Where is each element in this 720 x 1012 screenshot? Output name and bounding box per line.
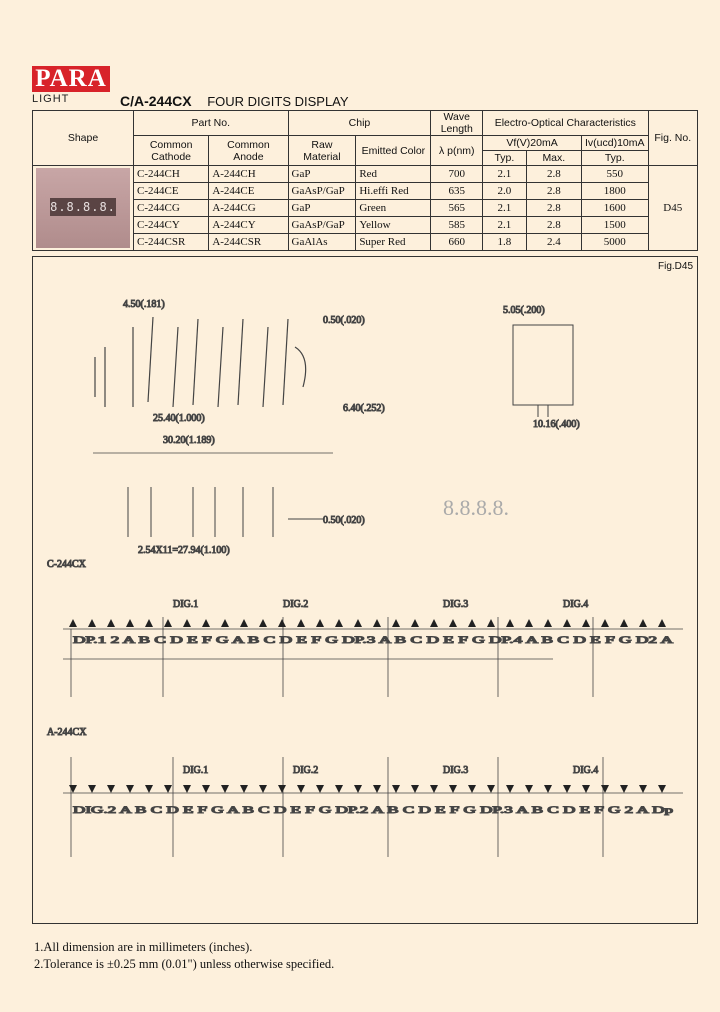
diode-arrow (240, 785, 248, 793)
cc-circuit (63, 617, 683, 697)
cell-vmax: 2.8 (526, 183, 581, 200)
diode-arrow (221, 785, 229, 793)
cell-ca: A-244CE (209, 183, 288, 200)
cell-iv: 5000 (582, 234, 649, 251)
col-shape: Shape (33, 111, 134, 166)
diode-arrow (563, 619, 571, 627)
cell-vtyp: 1.8 (483, 234, 527, 251)
diode-arrow (240, 619, 248, 627)
diode-arrow (297, 619, 305, 627)
diode-arrow (126, 785, 134, 793)
diode-arrow (107, 619, 115, 627)
col-common-cathode: Common Cathode (134, 136, 209, 166)
diode-arrow (392, 785, 400, 793)
diode-arrow (658, 619, 666, 627)
cc-dig1: DIG.1 (173, 599, 199, 610)
diode-arrow (145, 785, 153, 793)
col-common-anode: Common Anode (209, 136, 288, 166)
display-digits: 8.8.8.8. (50, 200, 116, 214)
cell-iv: 1800 (582, 183, 649, 200)
cell-vtyp: 2.1 (483, 200, 527, 217)
dimension-drawing (32, 256, 698, 924)
diode-arrow (354, 785, 362, 793)
diode-arrow (525, 785, 533, 793)
display-digits-1: 8.8.8.8. (443, 495, 509, 520)
cell-cc: C-244CY (134, 217, 209, 234)
diode-arrow (278, 619, 286, 627)
cell-color: Red (356, 166, 431, 183)
col-eo: Electro-Optical Characteristics (483, 111, 648, 136)
diode-arrow (335, 785, 343, 793)
display-photo (36, 168, 130, 248)
col-vf-max: Max. (526, 151, 581, 166)
side-view (513, 325, 573, 417)
cell-ca: A-244CG (209, 200, 288, 217)
diode-arrow (487, 785, 495, 793)
diode-arrow (392, 619, 400, 627)
diode-arrow (373, 785, 381, 793)
dim-lead-2: 0.50(.020) (323, 515, 365, 526)
ca-pins: DIG.2 A B C D E F G A B C D E F G DP.2 A B C D E F G DP.3 A B C D E F G 2 A Dp (73, 805, 674, 815)
diode-arrow (544, 785, 552, 793)
cell-raw: GaP (288, 166, 356, 183)
diode-arrow (335, 619, 343, 627)
diode-arrow (126, 619, 134, 627)
diode-arrow (620, 785, 628, 793)
cell-cc: C-244CE (134, 183, 209, 200)
ca-dig1: DIG.1 (183, 765, 209, 776)
diode-arrow (202, 619, 210, 627)
diode-arrow (620, 619, 628, 627)
diode-arrow (373, 619, 381, 627)
pin-view (128, 487, 323, 537)
col-iv: Iv(ucd)10mA (582, 136, 649, 151)
col-raw-material: Raw Material (288, 136, 356, 166)
cell-raw: GaP (288, 200, 356, 217)
page-title (120, 93, 349, 109)
cell-vtyp: 2.0 (483, 183, 527, 200)
brand-name: PARA (32, 66, 110, 92)
cell-vtyp: 2.1 (483, 217, 527, 234)
model-description: FOUR DIGITS DISPLAY (207, 94, 349, 109)
diode-arrow (183, 619, 191, 627)
cell-wave: 635 (431, 183, 483, 200)
diode-arrow (411, 785, 419, 793)
diode-arrow (411, 619, 419, 627)
shape-cell (33, 166, 134, 251)
cell-color: Hi.effi Red (356, 183, 431, 200)
diode-arrow (259, 619, 267, 627)
col-vf-typ: Typ. (483, 151, 527, 166)
cell-wave: 585 (431, 217, 483, 234)
cell-ca: A-244CY (209, 217, 288, 234)
note-1: 1.All dimension are in millimeters (inches). (34, 940, 253, 954)
diode-arrow (582, 785, 590, 793)
cc-dig4: DIG.4 (563, 599, 589, 610)
cell-raw: GaAsP/GaP (288, 183, 356, 200)
diode-arrow (487, 619, 495, 627)
dim-side-width: 5.05(.200) (503, 305, 545, 316)
diode-arrow (582, 619, 590, 627)
cc-dig2: DIG.2 (283, 599, 309, 610)
diode-arrow (468, 619, 476, 627)
diode-arrow (88, 619, 96, 627)
diode-arrow (506, 619, 514, 627)
diode-arrow (506, 785, 514, 793)
diode-arrow (601, 619, 609, 627)
col-part-no: Part No. (134, 111, 289, 136)
col-iv-typ: Typ. (582, 151, 649, 166)
cell-wave: 700 (431, 166, 483, 183)
cc-label: C-244CX (47, 559, 86, 570)
cell-vmax: 2.8 (526, 200, 581, 217)
diode-arrow (297, 785, 305, 793)
ca-dig2: DIG.2 (293, 765, 319, 776)
diode-arrow (69, 619, 77, 627)
col-wave: Wave Length (431, 111, 483, 136)
col-fig-no: Fig. No. (648, 111, 697, 166)
dim-side-height: 10.16(.400) (533, 419, 580, 430)
fig-label: Fig.D45 (657, 261, 693, 272)
diode-arrow (259, 785, 267, 793)
col-vf: Vf(V)20mA (483, 136, 582, 151)
diode-arrow (316, 619, 324, 627)
cell-vmax: 2.4 (526, 234, 581, 251)
diode-arrow (107, 785, 115, 793)
diode-arrow (544, 619, 552, 627)
diode-arrow (183, 785, 191, 793)
diode-arrow (69, 785, 77, 793)
diode-arrow (202, 785, 210, 793)
fig-cell: D45 (648, 166, 697, 251)
cc-diode-row (69, 619, 666, 627)
front-view (95, 317, 306, 407)
dim-row: 2.54X11=27.94(1.100) (138, 545, 230, 556)
diode-arrow (164, 785, 172, 793)
ca-label: A-244CX (47, 727, 87, 738)
cell-cc: C-244CSR (134, 234, 209, 251)
diode-arrow (316, 785, 324, 793)
cell-cc: C-244CH (134, 166, 209, 183)
brand-sub: LIGHT (32, 93, 70, 105)
diode-arrow (639, 619, 647, 627)
cell-ca: A-244CH (209, 166, 288, 183)
diode-arrow (449, 619, 457, 627)
table-row (33, 166, 698, 183)
diode-arrow (468, 785, 476, 793)
cell-wave: 565 (431, 200, 483, 217)
diode-arrow (278, 785, 286, 793)
dim-top-left: 4.50(.181) (123, 299, 165, 310)
diode-arrow (525, 619, 533, 627)
col-emitted-color: Emitted Color (356, 136, 431, 166)
diode-arrow (164, 619, 172, 627)
cell-raw: GaAlAs (288, 234, 356, 251)
cell-color: Super Red (356, 234, 431, 251)
drawing-svg (33, 257, 697, 923)
col-chip: Chip (288, 111, 431, 136)
brand-logo (32, 66, 112, 105)
diode-arrow (88, 785, 96, 793)
dim-lead: 0.50(.020) (323, 315, 365, 326)
cc-pins: DP.1 2 A B C D E F G A B C D E F G DP.3 A B C D E F G DP.4 A B C D E F G D2 A (73, 635, 674, 645)
spec-table (32, 110, 698, 251)
col-wave-unit: λ p(nm) (431, 136, 483, 166)
diode-arrow (563, 785, 571, 793)
cell-raw: GaAsP/GaP (288, 217, 356, 234)
note-2: 2.Tolerance is ±0.25 mm (0.01") unless otherwise specified. (34, 957, 335, 971)
diode-arrow (601, 785, 609, 793)
cell-color: Yellow (356, 217, 431, 234)
diode-arrow (354, 619, 362, 627)
dim-front-width: 30.20(1.189) (163, 435, 215, 446)
cell-vtyp: 2.1 (483, 166, 527, 183)
cell-ca: A-244CSR (209, 234, 288, 251)
diode-arrow (658, 785, 666, 793)
cell-color: Green (356, 200, 431, 217)
diode-arrow (430, 785, 438, 793)
cell-cc: C-244CG (134, 200, 209, 217)
cell-iv: 550 (582, 166, 649, 183)
cell-iv: 1600 (582, 200, 649, 217)
cell-vmax: 2.8 (526, 217, 581, 234)
model-number: C/A-244CX (120, 93, 192, 109)
ca-diode-row (69, 785, 666, 793)
cell-wave: 660 (431, 234, 483, 251)
diode-arrow (430, 619, 438, 627)
dim-pitch: 25.40(1.000) (153, 413, 205, 424)
ca-dig3: DIG.3 (443, 765, 469, 776)
diode-arrow (449, 785, 457, 793)
cell-vmax: 2.8 (526, 166, 581, 183)
diode-arrow (221, 619, 229, 627)
diode-arrow (639, 785, 647, 793)
cc-dig3: DIG.3 (443, 599, 469, 610)
diode-arrow (145, 619, 153, 627)
ca-dig4: DIG.4 (573, 765, 599, 776)
cell-iv: 1500 (582, 217, 649, 234)
dim-pin-len: 6.40(.252) (343, 403, 385, 414)
